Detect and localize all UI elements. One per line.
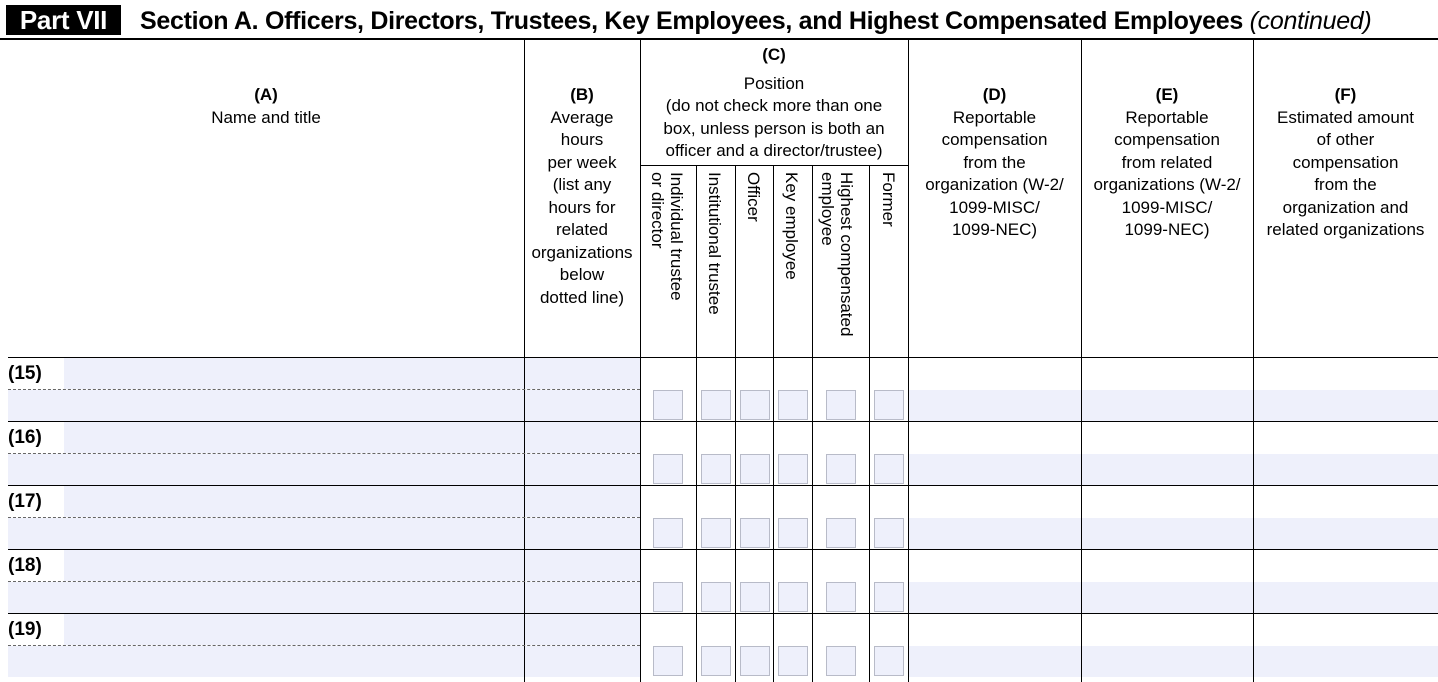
- column-b-line: organizations: [531, 242, 633, 262]
- column-e-line: from related: [1121, 152, 1213, 172]
- section-title-text: Section A. Officers, Directors, Trustees, Key Employees, and Highest Compensated Employees: [140, 7, 1243, 35]
- position-checkbox[interactable]: [701, 454, 731, 484]
- position-rule: [773, 165, 774, 682]
- position-checkbox[interactable]: [701, 582, 731, 612]
- column-e-line: organizations (W-2/: [1093, 175, 1241, 194]
- section-title: [140, 6, 1371, 36]
- position-label-line: Former: [879, 172, 898, 227]
- name-field[interactable]: [64, 550, 524, 581]
- position-checkbox[interactable]: [653, 454, 683, 484]
- column-d-header: [908, 84, 1081, 242]
- column-e-header: [1081, 84, 1253, 242]
- position-checkbox[interactable]: [653, 518, 683, 548]
- compensation-d-field[interactable]: [909, 646, 1081, 677]
- column-c-line: box, unless person is both an: [663, 118, 885, 138]
- position-checkbox[interactable]: [874, 582, 904, 612]
- position-checkbox[interactable]: [778, 646, 808, 676]
- column-f-line: of other: [1316, 130, 1375, 149]
- related-hours-field[interactable]: [525, 454, 640, 485]
- hours-field[interactable]: [525, 614, 640, 645]
- position-label-line: employee: [818, 172, 837, 246]
- title-field[interactable]: [8, 518, 524, 549]
- column-f-line: related organizations: [1266, 220, 1425, 239]
- row-number: (15): [8, 363, 42, 384]
- column-c-header: [640, 44, 908, 163]
- position-checkbox[interactable]: [701, 518, 731, 548]
- position-label-line: or director: [648, 172, 667, 249]
- position-checkbox[interactable]: [874, 454, 904, 484]
- title-field[interactable]: [8, 582, 524, 613]
- column-f-letter: (F): [1334, 85, 1357, 104]
- column-b-text: [524, 107, 640, 310]
- name-field[interactable]: [64, 358, 524, 389]
- column-a-header: [8, 84, 524, 129]
- column-a-label: Name and title: [211, 107, 321, 127]
- column-b-line: related: [556, 220, 608, 239]
- related-hours-field[interactable]: [525, 646, 640, 677]
- column-f-header: [1253, 84, 1438, 242]
- position-highest-compensated: [818, 172, 856, 336]
- compensation-f-field[interactable]: [1254, 390, 1438, 421]
- column-f-line: from the: [1314, 175, 1377, 194]
- position-checkbox[interactable]: [653, 390, 683, 420]
- position-former: [879, 172, 898, 227]
- position-checkbox[interactable]: [874, 518, 904, 548]
- column-f-line: Estimated amount: [1276, 107, 1414, 127]
- position-checkbox[interactable]: [826, 390, 856, 420]
- position-checkbox[interactable]: [653, 582, 683, 612]
- column-f-line: organization and: [1282, 197, 1409, 217]
- part-label: Part VII: [6, 5, 121, 35]
- continued-label: (continued): [1249, 7, 1372, 35]
- column-b-letter: (B): [570, 85, 594, 104]
- title-field[interactable]: [8, 646, 524, 677]
- position-checkbox[interactable]: [701, 390, 731, 420]
- column-b-line: per week: [547, 152, 617, 172]
- dotted-line: [8, 581, 640, 582]
- position-checkbox[interactable]: [701, 646, 731, 676]
- compensation-e-field[interactable]: [1082, 454, 1253, 485]
- compensation-f-field[interactable]: [1254, 454, 1438, 485]
- position-individual-trustee: [648, 172, 686, 301]
- position-label-line: Institutional trustee: [705, 172, 724, 315]
- column-e-letter: (E): [1155, 85, 1179, 104]
- position-checkbox[interactable]: [740, 582, 770, 612]
- column-d-line: from the: [963, 152, 1026, 172]
- position-label-line: Key employee: [782, 172, 801, 280]
- column-b-line: hours for: [548, 197, 616, 217]
- position-checkbox[interactable]: [874, 646, 904, 676]
- compensation-f-field[interactable]: [1254, 582, 1438, 613]
- position-officer: [744, 172, 763, 222]
- position-label-line: Highest compensated: [837, 172, 856, 337]
- compensation-d-field[interactable]: [909, 390, 1081, 421]
- hours-field[interactable]: [525, 422, 640, 453]
- position-checkbox[interactable]: [740, 454, 770, 484]
- position-rule: [869, 165, 870, 682]
- position-checkbox[interactable]: [653, 646, 683, 676]
- position-checkbox[interactable]: [778, 518, 808, 548]
- name-field[interactable]: [64, 614, 524, 645]
- column-e-line: Reportable: [1125, 107, 1209, 127]
- column-b-line: Average: [550, 107, 614, 127]
- dotted-line: [8, 389, 640, 390]
- position-label-line: Individual trustee: [667, 172, 686, 301]
- position-checkbox[interactable]: [826, 582, 856, 612]
- column-d-line: 1099-MISC/: [949, 197, 1040, 217]
- position-checkbox[interactable]: [778, 454, 808, 484]
- column-c-line: officer and a director/trustee): [665, 141, 883, 160]
- related-hours-field[interactable]: [525, 390, 640, 421]
- compensation-f-field[interactable]: [1254, 518, 1438, 549]
- column-d-line: Reportable: [952, 107, 1037, 127]
- row-number: (18): [8, 555, 42, 576]
- position-rule: [696, 165, 697, 682]
- column-c-line: (do not check more than one: [665, 96, 883, 115]
- column-e-line: 1099-MISC/: [1121, 197, 1213, 217]
- column-d-letter: (D): [982, 85, 1007, 104]
- position-checkbox[interactable]: [826, 646, 856, 676]
- column-f-line: compensation: [1292, 152, 1399, 172]
- compensation-e-field[interactable]: [1082, 582, 1253, 613]
- position-checkbox[interactable]: [778, 582, 808, 612]
- position-rule: [735, 165, 736, 682]
- row-number: (19): [8, 619, 42, 640]
- column-b-line: dotted line): [539, 287, 625, 307]
- column-c-line: Position: [743, 73, 805, 93]
- column-a-letter: (A): [254, 85, 278, 104]
- column-d-line: compensation: [941, 130, 1048, 149]
- compensation-d-field[interactable]: [909, 582, 1081, 613]
- column-c-letter: (C): [762, 45, 786, 64]
- name-field[interactable]: [64, 486, 524, 517]
- compensation-e-field[interactable]: [1082, 390, 1253, 421]
- compensation-d-field[interactable]: [909, 454, 1081, 485]
- column-e-line: compensation: [1114, 130, 1220, 149]
- position-label-line: Officer: [744, 172, 763, 222]
- section-title-bar: [0, 0, 1438, 40]
- position-rule: [812, 165, 813, 682]
- column-d-line: 1099-NEC): [951, 220, 1038, 239]
- column-b-line: below: [559, 265, 605, 284]
- row-number: (16): [8, 427, 42, 448]
- position-checkbox[interactable]: [778, 390, 808, 420]
- compensation-e-field[interactable]: [1082, 646, 1253, 677]
- position-checkbox[interactable]: [826, 454, 856, 484]
- position-checkbox[interactable]: [740, 646, 770, 676]
- name-field[interactable]: [64, 422, 524, 453]
- hours-field[interactable]: [525, 486, 640, 517]
- position-key-employee: [782, 172, 801, 280]
- column-b-header: [524, 84, 640, 309]
- column-d-line: organization (W-2/: [925, 175, 1064, 194]
- position-checkbox[interactable]: [740, 518, 770, 548]
- title-field[interactable]: [8, 454, 524, 485]
- compensation-e-field[interactable]: [1082, 518, 1253, 549]
- position-checkbox[interactable]: [826, 518, 856, 548]
- hours-field[interactable]: [525, 550, 640, 581]
- column-b-line: hours: [560, 130, 604, 149]
- column-e-line: 1099-NEC): [1124, 220, 1210, 239]
- hours-field[interactable]: [525, 358, 640, 389]
- title-field[interactable]: [8, 390, 524, 421]
- related-hours-field[interactable]: [525, 518, 640, 549]
- position-header-rule: [640, 165, 908, 166]
- dotted-line: [8, 517, 640, 518]
- compensation-d-field[interactable]: [909, 518, 1081, 549]
- dotted-line: [8, 645, 640, 646]
- position-checkbox[interactable]: [740, 390, 770, 420]
- column-b-line: (list any: [552, 175, 612, 194]
- position-institutional-trustee: [705, 172, 724, 315]
- dotted-line: [8, 453, 640, 454]
- position-checkbox[interactable]: [874, 390, 904, 420]
- related-hours-field[interactable]: [525, 582, 640, 613]
- compensation-f-field[interactable]: [1254, 646, 1438, 677]
- row-number: (17): [8, 491, 42, 512]
